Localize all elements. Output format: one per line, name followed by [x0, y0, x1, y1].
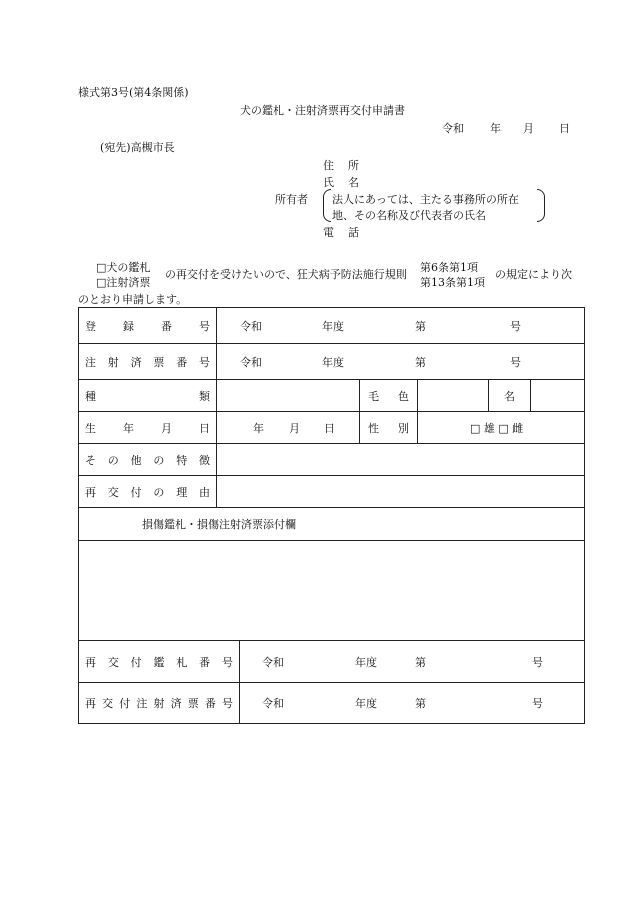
corporation-note: 法人にあっては、主たる事務所の所在 地、その名称及び代表者の氏名	[323, 189, 545, 222]
reason-label: 再 交 付 の 理 由	[79, 476, 217, 508]
reason-field[interactable]	[217, 476, 585, 508]
article-2: 第13条第1項	[420, 276, 485, 289]
birth-label: 生 年 月 日	[79, 412, 217, 444]
reissue-vaccine-field[interactable]: 令和 年度 第 号	[240, 683, 585, 724]
attachment-label: 損傷鑑札・損傷注射済票添付欄	[79, 508, 585, 541]
other-features-label: そ の 他 の 特 徴	[79, 444, 217, 476]
statement-end: の規定により次	[495, 268, 572, 281]
birth-row	[79, 412, 585, 444]
reason-row	[79, 476, 585, 508]
left-bracket	[323, 189, 331, 222]
other-features-field[interactable]	[217, 444, 585, 476]
birth-field[interactable]: 年 月 日	[217, 412, 360, 444]
sex-label: 性 別	[360, 412, 418, 444]
form-number: 様式第3号(第4条関係)	[78, 86, 189, 99]
date-month: 月	[523, 122, 534, 135]
attachment-area-row	[79, 541, 585, 641]
phone-label: 電 話	[323, 226, 359, 239]
option-tag: □犬の鑑札	[96, 261, 151, 274]
name-label: 氏 名	[323, 176, 359, 189]
reissue-tag-row	[79, 641, 585, 683]
vaccine-number-row	[79, 344, 585, 380]
date-era: 令和	[442, 122, 464, 135]
reissue-tag-field[interactable]: 令和 年度 第 号	[240, 641, 585, 683]
owner-label: 所有者	[275, 193, 308, 206]
other-features-row	[79, 444, 585, 476]
reissue-vaccine-label: 再 交 付 注 射 済 票 番 号	[79, 683, 240, 724]
attachment-header-row	[79, 508, 585, 541]
sex-options[interactable]: □ 雄 □ 雌	[418, 412, 585, 444]
dog-name-field[interactable]	[531, 380, 585, 412]
color-field[interactable]	[418, 380, 489, 412]
vaccine-number-field[interactable]: 令和 年度 第 号	[217, 344, 585, 380]
registration-number-label: 登 録 番 号	[79, 308, 217, 344]
statement-line2: のとおり申請します。	[78, 293, 188, 306]
registration-number-row	[79, 308, 585, 344]
dog-name-label: 名	[489, 380, 531, 412]
address-label: 住 所	[323, 159, 359, 172]
statement-middle: の再交付を受けたいので、狂犬病予防法施行規則	[165, 268, 407, 281]
kind-label: 種 類	[79, 380, 217, 412]
vaccine-number-label: 注 射 済 票 番 号	[79, 344, 217, 380]
color-label: 毛 色	[360, 380, 418, 412]
date-year: 年	[490, 122, 501, 135]
kind-field[interactable]	[217, 380, 360, 412]
reissue-vaccine-row	[79, 683, 585, 724]
application-table	[78, 307, 585, 724]
page-title: 犬の鑑札・注射済票再交付申請書	[240, 104, 405, 117]
article-1: 第6条第1項	[420, 261, 478, 274]
option-vaccine: □注射済票	[96, 276, 151, 289]
addressee: (宛先)高槻市長	[100, 141, 175, 154]
right-bracket	[537, 189, 545, 222]
kind-row	[79, 380, 585, 412]
attachment-area[interactable]	[79, 541, 585, 641]
reissue-tag-label: 再 交 付 鑑 札 番 号	[79, 641, 240, 683]
date-day: 日	[559, 122, 570, 135]
registration-number-field[interactable]: 令和 年度 第 号	[217, 308, 585, 344]
